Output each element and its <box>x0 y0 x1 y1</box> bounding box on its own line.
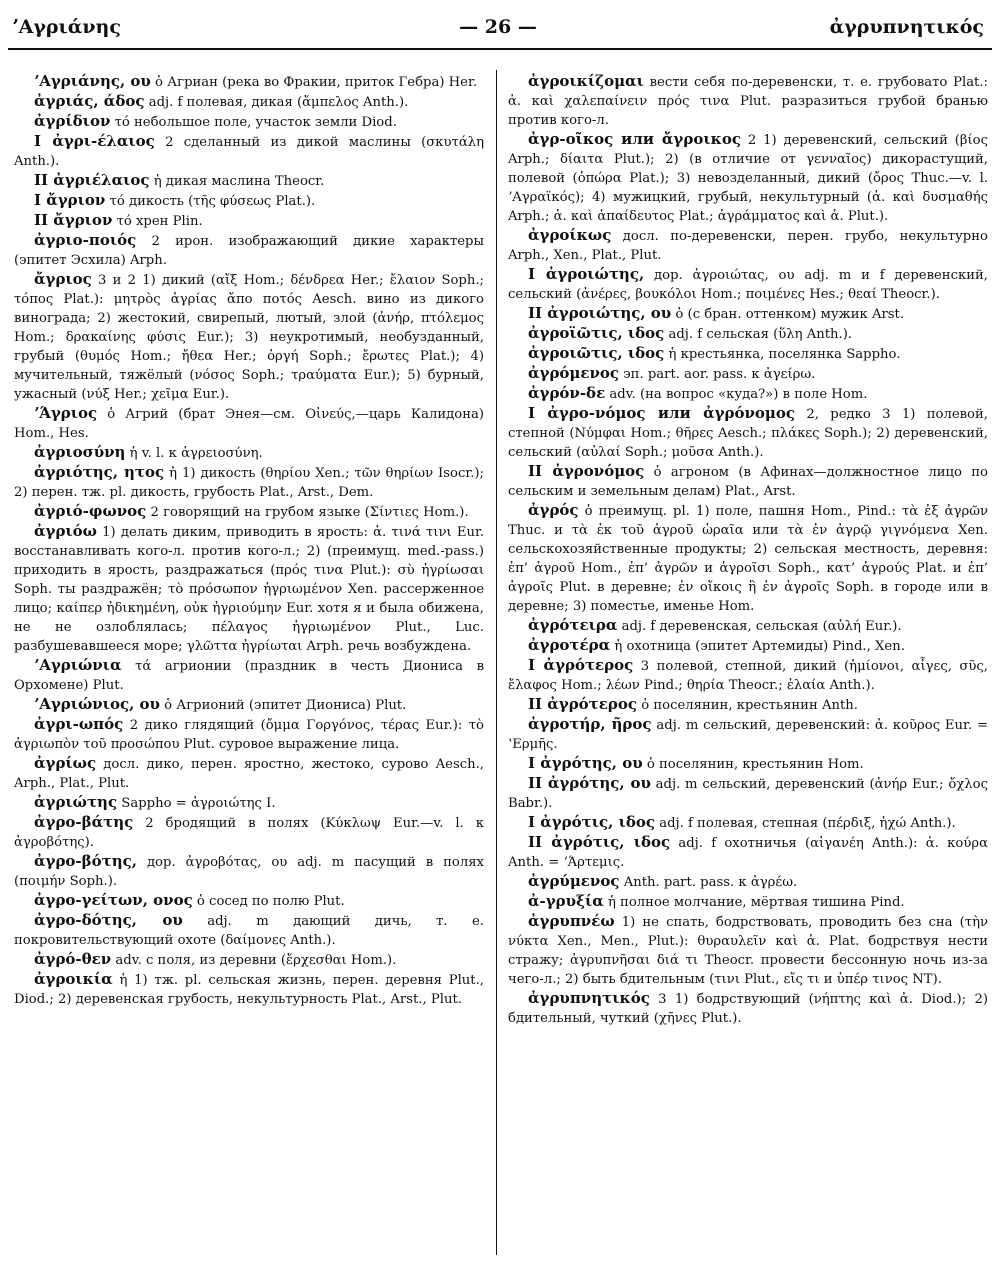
entry-definition: 2 1) деревенский, сельский (βίος Arph.; δίαιτα Plut.); 2) (в отличие от γενναῖος) дикорастущий, полевой (ὀπώρα Plat.); 3) невозделанный, дикий (ὄρος Thuc.—v. l. ʼΑγραϊκός); 4) мужицкий, грубый, некультурный (ἀ. καὶ δυσμαθής Arph.; ἀ. καὶ ἀπαίδευτος Plat.; ἀγράμματος καὶ ἀ. Plut.). <box>508 133 988 224</box>
entry-headword: ἀγρίδιον <box>34 112 111 130</box>
running-head <box>8 10 988 44</box>
dictionary-entry <box>508 833 988 872</box>
dictionary-entry <box>14 270 484 404</box>
entry-definition: 1) не спать, бодрствовать, проводить без сна (τὴν νύκτα Xen., Men., Plut.): θυραυλεῖν καὶ ἀ. Plat. бодрствуя нести стражу; ἀγρυπνῆσαι διά τι Theocr. провести бессонную ночь из-за чего-л.; 2) быть бдительным (τινι Plut., εἴς τι и ὑπέρ τινος NT). <box>508 915 988 987</box>
dictionary-entry <box>14 715 484 754</box>
dictionary-entry <box>14 970 484 1009</box>
entry-definition: Anth. part. pass. к ἀγρέω. <box>623 875 798 890</box>
entry-headword: ʼΆγριος <box>34 404 98 422</box>
dictionary-entry <box>508 872 988 892</box>
entry-definition: 2 говорящий на грубом языке (Σίντιες Hom.). <box>150 505 469 520</box>
entry-headword: ἀγρός <box>528 501 579 519</box>
dictionary-entry <box>14 656 484 695</box>
entry-definition: ἡ охотница (эпитет Артемиды) Pind., Xen. <box>614 639 905 654</box>
entry-headword: ἀγριοσύνη <box>34 443 126 461</box>
entry-headword: ʼΑγριάνης, ου <box>34 72 151 90</box>
dictionary-entry <box>14 502 484 522</box>
entry-headword: ἀ-γρυξία <box>528 892 604 910</box>
entry-definition: 2 бродящий в полях (Κύκλωψ Eur.—v. l. к ἀγροβότης). <box>14 816 484 850</box>
entry-headword: I ἀγροιώτης, <box>528 265 645 283</box>
entry-headword: ἀγριο-ποιός <box>34 231 137 249</box>
dictionary-entry <box>508 813 988 833</box>
dictionary-entry <box>508 404 988 462</box>
entry-definition: adj. f деревенская, сельская (αὐλή Eur.). <box>621 619 902 634</box>
entry-definition: эп. part. aor. pass. к ἀγείρω. <box>623 367 816 382</box>
entry-definition: adj. m дающий дичь, т. е. покровительствующий охоте (δαίμονες Anth.). <box>14 914 484 948</box>
dictionary-entry <box>508 501 988 616</box>
entry-headword: ἀγρι-ωπός <box>34 715 124 733</box>
entry-headword: ἄγριος <box>34 270 92 288</box>
entry-definition: adj. m сельский, деревенский: ἀ. κοῦρος Eur. = ʽΕρμῆς. <box>508 718 988 752</box>
page-number: — 26 — <box>459 16 537 38</box>
dictionary-entry <box>508 265 988 304</box>
dictionary-entry <box>508 364 988 384</box>
entry-headword: ἀγροτήρ, ῆρος <box>528 715 652 733</box>
entry-headword: II ἀγρότις, ιδος <box>528 833 671 851</box>
dictionary-entry <box>508 715 988 754</box>
dictionary-entry <box>508 616 988 636</box>
entry-definition: 2, редко 3 1) полевой, степной (Νύμφαι Hom.; θῆρες Aesch.; πλάκες Soph.); 2) деревенский, сельский (αὐλαί Soph.; μοῦσα Anth.). <box>508 407 988 460</box>
entry-definition: adj. f сельская (ὕλη Anth.). <box>668 327 853 342</box>
entry-headword: ἀγρο-δότης, ου <box>34 911 183 929</box>
dictionary-entry <box>508 989 988 1028</box>
entry-headword: I ἀγρότερος <box>528 656 634 674</box>
entry-definition: ὁ сосед по полю Plut. <box>196 894 345 909</box>
entry-definition: ὁ поселянин, крестьянин Hom. <box>646 757 864 772</box>
entry-headword: I ἀγρότις, ιδος <box>528 813 655 831</box>
entry-headword: ἀγριό-φωνος <box>34 502 147 520</box>
entry-definition: 2 ирон. изображающий дикие характеры (эпитет Эсхила) Arph. <box>14 234 484 268</box>
dictionary-entry <box>14 92 484 112</box>
dictionary-entry <box>14 950 484 970</box>
dictionary-entry <box>508 754 988 774</box>
entry-headword: II ἀγρονόμος <box>528 462 645 480</box>
entry-headword: II ἀγρότερος <box>528 695 638 713</box>
dictionary-entry <box>14 463 484 502</box>
right-column <box>508 72 988 1028</box>
entry-headword: ἀγρότειρα <box>528 616 618 634</box>
dictionary-entry <box>14 754 484 793</box>
dictionary-entry <box>14 793 484 813</box>
entry-headword: ἀγριώτης <box>34 793 118 811</box>
dictionary-entry <box>14 695 484 715</box>
column-divider <box>496 70 497 1255</box>
dictionary-entry <box>14 132 484 171</box>
entry-definition: досл. по-деревенски, перен. грубо, некультурно Arph., Xen., Plat., Plut. <box>508 229 988 263</box>
dictionary-entry <box>14 72 484 92</box>
dictionary-entry <box>14 911 484 950</box>
entry-definition: adj. f полевая, степная (πέρδιξ, ἠχώ Anth.). <box>659 816 956 831</box>
entry-headword: ἀγρό-θεν <box>34 950 112 968</box>
entry-definition: ὁ Агриан (река во Фракии, приток Гебра) Her. <box>155 75 478 90</box>
dictionary-entry <box>14 891 484 911</box>
entry-definition: 1) делать диким, приводить в ярость: ἀ. τινά τινι Eur. восстанавливать кого-л. против кого-л.; 2) (преимущ. med.-pass.) приходить в ярость, раздражаться (πρός τινα Plut.): σὺ ἠγρίωσαι Soph. ты раздражён; τὸ πρόσωπον ἠγριωμένον Xen. рассерженное лицо; καίπερ ἠδικημένη, οὐκ ἠγριούμην Eur. хотя я и была обижена, не не озлоблялась; πέλαγος ἠγριωμένον Plut., Luc. разбушевавшееся море; γλῶττα ἠγρίωται Arph. речь возбуждена. <box>14 525 484 654</box>
entry-definition: 2 дико глядящий (ὄμμα Γοργόνος, τέρας Eur.): τὸ ἀγριωπὸν τοῦ προσώπου Plut. суровое выражение лица. <box>14 718 484 752</box>
entry-headword: II ἀγρότης, ου <box>528 774 651 792</box>
dictionary-entry <box>508 636 988 656</box>
entry-definition: adv. (на вопрос «куда?») в поле Hom. <box>609 387 868 402</box>
dictionary-entry <box>14 191 484 211</box>
entry-headword: ἀγρυπνέω <box>528 912 615 930</box>
dictionary-entry <box>14 211 484 231</box>
entry-headword: II ἄγριον <box>34 211 113 229</box>
dictionary-entry <box>508 774 988 813</box>
entry-definition: ἡ дикая маслина Theocr. <box>153 174 325 189</box>
entry-definition: ἡ полное молчание, мёртвая тишина Pind. <box>607 895 905 910</box>
header-rule <box>8 48 992 50</box>
dictionary-entry <box>508 462 988 501</box>
entry-definition: adj. f полевая, дикая (ἄμπελος Anth.). <box>148 95 409 110</box>
entry-definition: τό хрен Plin. <box>116 214 203 229</box>
entry-definition: дор. ἀγροβότας, ου adj. m пасущий в полях (ποιμήν Soph.). <box>14 855 484 889</box>
entry-headword: I ἀγρότης, ου <box>528 754 643 772</box>
dictionary-entry <box>508 344 988 364</box>
entry-definition: adj. f охотничья (αἰγανέη Anth.): ἀ. κούρα Anth. = ʼΆρτεμις. <box>508 836 989 870</box>
entry-headword: I ἄγριον <box>34 191 106 209</box>
dictionary-entry <box>508 226 988 265</box>
entry-definition: ἡ v. l. к ἀγρειοσύνη. <box>129 446 263 461</box>
head-last-word: ἀγρυπνητικός <box>829 16 984 38</box>
dictionary-entry <box>508 695 988 715</box>
entry-headword: ἀγρόμενος <box>528 364 620 382</box>
dictionary-entry <box>508 656 988 695</box>
entry-definition: τό небольшое поле, участок земли Diod. <box>114 115 397 130</box>
entry-headword: ἀγροϊῶτις, ιδος <box>528 324 665 342</box>
entry-definition: ἡ 1) дикость (θηρίου Xen.; τῶν θηρίων Isocr.); 2) перен. тж. pl. дикость, грубость Plat., Arst., Dem. <box>14 466 484 500</box>
entry-headword: ʼΑγριώνιος, ου <box>34 695 160 713</box>
dictionary-entry <box>14 231 484 270</box>
entry-headword: ἀγροιῶτις, ιδος <box>528 344 665 362</box>
entry-definition: дор. ἀγροιώτας, ου adj. m и f деревенский, сельский (ἀνέρες, βουκόλοι Hom.; ποιμένες Hes.; θεαί Theocr.). <box>508 268 988 302</box>
entry-definition: 3 1) бодрствующий (νήπτης καὶ ἀ. Diod.); 2) бдительный, чуткий (χῆνες Plut.). <box>508 992 988 1026</box>
dictionary-entry <box>508 72 988 130</box>
dictionary-entry <box>14 112 484 132</box>
entry-definition: досл. дико, перен. яростно, жестоко, сурово Aesch., Arph., Plat., Plut. <box>14 757 484 791</box>
dictionary-entry <box>508 384 988 404</box>
entry-definition: adv. с поля, из деревни (ἔρχεσθαι Hom.). <box>115 953 397 968</box>
entry-headword: ἀγριάς, άδος <box>34 92 145 110</box>
entry-definition: τά агрионии (праздник в честь Диониса в Орхомене) Plut. <box>14 659 484 693</box>
dictionary-entry <box>508 130 988 226</box>
entry-headword: ἀγρ-οῖκος или ἄγροικος <box>528 130 741 148</box>
left-column <box>14 72 484 1009</box>
entry-definition: τό дикость (τῆς φύσεως Plat.). <box>109 194 316 209</box>
entry-headword: ἀγριόω <box>34 522 97 540</box>
entry-headword: ἀγρο-βότης, <box>34 852 137 870</box>
entry-definition: ἡ 1) тж. pl. сельская жизнь, перен. деревня Plut., Diod.; 2) деревенская грубость, некультурность Plat., Arst., Plut. <box>14 973 484 1007</box>
entry-definition: 3 и 2 1) дикий (αἴξ Hom.; δένδρεα Her.; ἔλαιον Soph.; τόπος Plat.): μητρὸς ἀγρίας ἄπο ποτός Aesch. вино из дикого винограда; 2) жестокий, свирепый, лютый, злой (ἀνήρ, πτόλεμος Hom.; δρακαίνης φύσις Eur.); 3) неукротимый, необузданный, грубый (θυμός Hom.; ἤθεα Her.; ὀργή Soph.; ἔρωτες Plat.); 4) мучительный, тяжёлый (νόσος Soph.; τραύματα Eur.); 5) бурный, ужасный (νύξ Her.; χεῖμα Eur.). <box>14 273 485 402</box>
entry-headword: ἀγροίκως <box>528 226 612 244</box>
entry-definition: ὁ Агрий (брат Энея—см. Οἰνεύς,—царь Калидона) Hom., Hes. <box>14 407 484 441</box>
entry-definition: ὁ агроном (в Афинах—должностное лицо по сельским и земельным делам) Plat., Arst. <box>508 465 988 499</box>
entry-definition: ἡ крестьянка, поселянка Sappho. <box>668 347 901 362</box>
entry-headword: II ἀγροιώτης, ου <box>528 304 672 322</box>
entry-headword: ἀγρίως <box>34 754 97 772</box>
dictionary-entry <box>508 892 988 912</box>
dictionary-entry <box>14 852 484 891</box>
entry-definition: Sappho = ἀγροιώτης I. <box>121 796 276 811</box>
entry-headword: ἀγροικίζομαι <box>528 72 644 90</box>
entry-headword: ἀγρυπνητικός <box>528 989 650 1007</box>
dictionary-entry <box>14 443 484 463</box>
entry-headword: I ἀγρο-νόμος или ἀγρόνομος <box>528 404 796 422</box>
entry-definition: ὁ поселянин, крестьянин Anth. <box>641 698 858 713</box>
dictionary-entry <box>14 171 484 191</box>
entry-headword: ἀγροτέρα <box>528 636 611 654</box>
dictionary-entry <box>14 522 484 656</box>
entry-headword: ἀγρόν-δε <box>528 384 606 402</box>
entry-definition: ὁ (с бран. оттенком) мужик Arst. <box>675 307 905 322</box>
head-first-word: ʼΑγριάνης <box>12 16 121 38</box>
entry-definition: 2 сделанный из дикой маслины (σκυτάλη Anth.). <box>14 135 484 169</box>
entry-headword: ἀγριότης, ητος <box>34 463 165 481</box>
dictionary-entry <box>508 912 988 989</box>
dictionary-entry <box>508 304 988 324</box>
entry-definition: ὁ преимущ. pl. 1) поле, пашня Hom., Pind.: τὰ ἐξ ἀγρῶν Thuc. и τὰ ἐκ τοῦ ἀγροῦ ὡραῖα или τὰ ἐν ἀγρῷ γιγνόμενα Xen. сельскохозяйственные продукты; 2) сельская местность, деревня: ἐπ’ ἀγροῦ Hom., ἐπ’ ἀγρῶν и ἀγροῖσι Soph., κατ’ ἀγρούς Plat. и ἐπ’ ἀγροῖς Plut. в деревне; ἐν οἴκοις ἢ ἐν ἀγροῖς Soph. в городе или в деревне; 3) поместье, именье Hom. <box>508 504 988 614</box>
entry-headword: ʼΑγριώνια <box>34 656 122 674</box>
entry-headword: ἀγρύμενος <box>528 872 620 890</box>
entry-headword: ἀγρο-βάτης <box>34 813 134 831</box>
entry-headword: ἀγροικία <box>34 970 113 988</box>
entry-headword: I ἀγρι-έλαιος <box>34 132 155 150</box>
entry-headword: II ἀγριέλαιος <box>34 171 150 189</box>
dictionary-entry <box>14 813 484 852</box>
dictionary-entry <box>508 324 988 344</box>
entry-definition: вести себя по-деревенски, т. е. грубовато Plat.: ἀ. καὶ χαλεπαίνειν πρός τινα Plut. разразиться грубой бранью против кого-л. <box>508 75 988 128</box>
dictionary-entry <box>14 404 484 443</box>
entry-definition: ὁ Агрионий (эпитет Диониса) Plut. <box>164 698 407 713</box>
entry-definition: adj. m сельский, деревенский (ἀνήρ Eur.; ὄχλος Babr.). <box>508 777 988 811</box>
entry-headword: ἀγρο-γείτων, ονος <box>34 891 193 909</box>
entry-definition: 3 полевой, степной, дикий (ἡμίονοι, αἶγες, σῦς, ἔλαφος Hom.; λέων Pind.; θηρία Theocr.; ἐλαία Anth.). <box>508 659 988 693</box>
